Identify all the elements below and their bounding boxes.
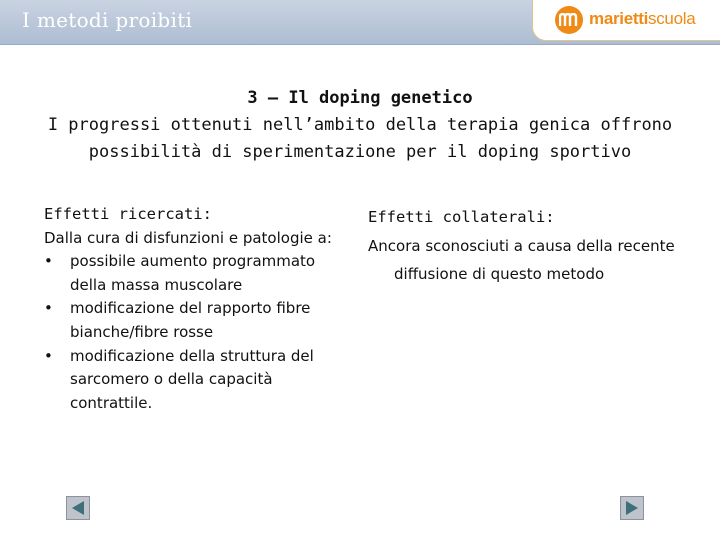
header-title: I metodi proibiti <box>22 8 193 32</box>
logo-mark-icon <box>555 6 583 34</box>
logo <box>532 0 720 41</box>
slide-heading <box>0 85 720 166</box>
right-column-heading: Effetti collaterali: <box>368 208 555 226</box>
slide-subtitle-line-1: I progressi ottenuti nell’ambito della terapia genica offrono <box>47 115 673 135</box>
right-column-text: Ancora sconosciuti a causa della recente diffusione di questo metodo <box>368 236 675 283</box>
logo-text <box>589 9 695 29</box>
list-item <box>44 297 344 344</box>
list-item <box>44 250 344 297</box>
arrow-right-icon <box>624 500 640 516</box>
arrow-left-icon <box>70 500 86 516</box>
left-column-heading: Effetti ricercati: <box>44 205 212 223</box>
slide-title: 3 – Il doping genetico <box>247 88 473 108</box>
logo-brand-bold: marietti <box>589 9 649 28</box>
list-item-text: modificazione della struttura del sarcomero o della capacità contrattile. <box>70 346 314 412</box>
bullet-icon: • <box>44 299 53 318</box>
right-column <box>368 203 698 289</box>
list-item <box>44 345 344 416</box>
next-slide-button[interactable] <box>620 496 644 520</box>
left-column-intro: Dalla cura di disfunzioni e patologie a: <box>44 228 332 247</box>
bullet-icon: • <box>44 252 53 271</box>
left-column <box>44 203 344 415</box>
effects-list <box>44 250 344 415</box>
bullet-icon: • <box>44 346 53 365</box>
previous-slide-button[interactable] <box>66 496 90 520</box>
list-item-text: possibile aumento programmato della massa muscolare <box>70 252 316 294</box>
slide-subtitle-line-2: possibilità di sperimentazione per il doping sportivo <box>88 142 632 162</box>
logo-brand-light: scuola <box>648 9 696 28</box>
header-bar <box>0 0 720 45</box>
list-item-text: modificazione del rapporto fibre bianche/fibre rosse <box>70 299 311 341</box>
